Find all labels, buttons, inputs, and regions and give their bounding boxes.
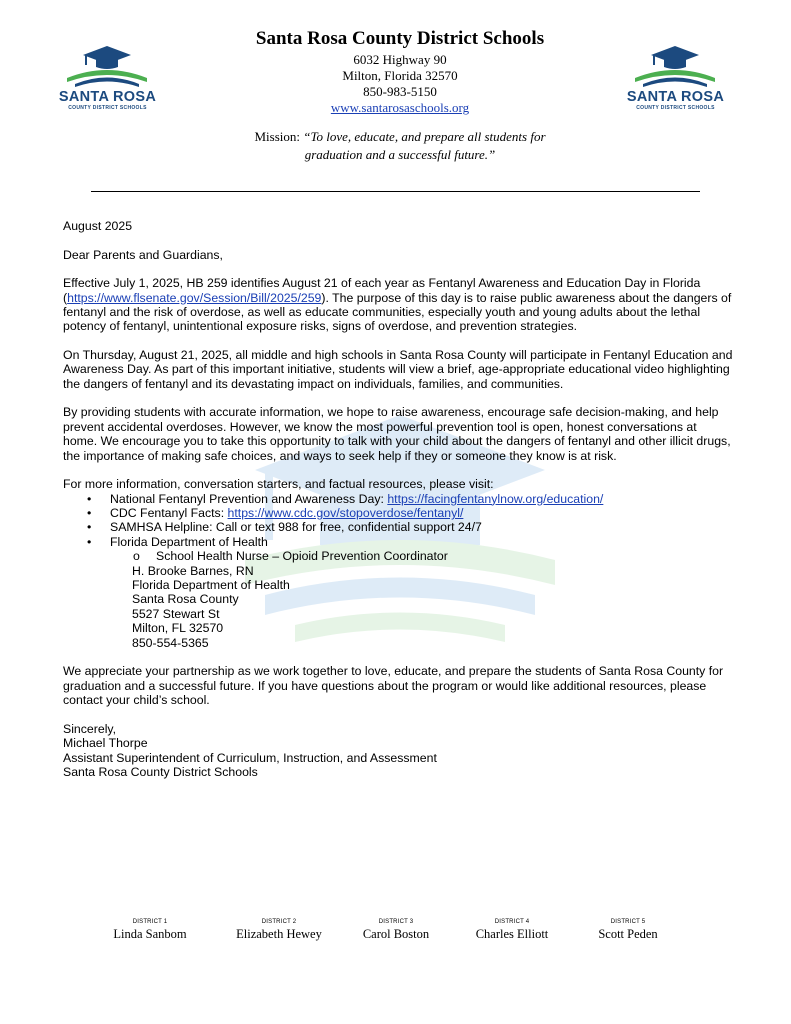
member-name: Linda Sanbom xyxy=(113,927,187,941)
logo-wordmark: SANTA ROSA xyxy=(626,89,725,105)
contact-line: Florida Department of Health xyxy=(132,578,290,593)
paragraph-prevention: By providing students with accurate information, we hope to raise awareness, encourage safe decision-making, and help prevent accidental overdoses. However, we know the most powerful prevention tool is open, honest conversations at home. We encourage you to take this opportunity to talk with your child about the dangers of fentanyl and other illicit drugs, the importance of making safe choices, and ways to seek help if they or someone they know is at risk. xyxy=(63,405,731,463)
board-member xyxy=(573,918,683,941)
list-item: • SAMHSA Helpline: Call or text 988 for free, confidential support 24/7 xyxy=(63,520,733,534)
district-label: DISTRICT 1 xyxy=(132,919,168,925)
list-item: • Florida Department of Health xyxy=(63,535,733,549)
district-label: DISTRICT 2 xyxy=(261,919,297,925)
district-label: DISTRICT 4 xyxy=(494,919,530,925)
letterhead-address-line2: Milton, Florida 32570 xyxy=(342,68,458,83)
signer-name: Michael Thorpe xyxy=(63,736,148,751)
letter-salutation: Dear Parents and Guardians, xyxy=(63,247,223,262)
header-divider xyxy=(91,191,700,192)
flsenate-link[interactable]: https://www.flsenate.gov/Session/Bill/2025/259 xyxy=(67,290,322,305)
mission-statement xyxy=(200,128,600,164)
contact-line: Milton, FL 32570 xyxy=(132,621,224,636)
graduation-cap-logo-icon xyxy=(613,44,738,90)
cdc-link[interactable]: https://www.cdc.gov/stopoverdose/fentanyl/ xyxy=(227,506,464,521)
signer-org: Santa Rosa County District Schools xyxy=(63,764,258,779)
mission-line-2: graduation and a successful future.” xyxy=(304,147,496,162)
contact-line: 5527 Stewart St xyxy=(132,606,220,621)
letterhead-title: Santa Rosa County District Schools xyxy=(255,28,545,49)
logo-wordmark: SANTA ROSA xyxy=(58,89,157,105)
facingfentanyl-link[interactable]: https://facingfentanylnow.org/education/ xyxy=(387,491,604,506)
letterhead xyxy=(200,27,600,116)
sub-list-item: o School Health Nurse – Opioid Prevention Coordinator xyxy=(133,549,448,564)
resources-list xyxy=(63,492,733,550)
contact-line: 850-554-5365 xyxy=(132,635,209,650)
list-item: • National Fentanyl Prevention and Awareness Day: https://facingfentanylnow.org/education/ xyxy=(63,492,733,506)
district-logo-right xyxy=(613,44,738,110)
board-member xyxy=(95,918,205,941)
mission-label: Mission: xyxy=(254,129,300,144)
paragraph-awareness-day: On Thursday, August 21, 2025, all middle and high schools in Santa Rosa County will participate in Fentanyl Education and Awareness Day. As part of this important initiative, students will view a brief, age-appropriate educational video highlighting the dangers of fentanyl and its devastating impact on individuals, families, and communities. xyxy=(63,348,733,391)
board-member xyxy=(457,918,567,941)
member-name: Charles Elliott xyxy=(475,927,549,941)
board-member xyxy=(224,918,334,941)
member-name: Carol Boston xyxy=(362,927,430,941)
contact-line: Santa Rosa County xyxy=(132,592,239,607)
letter-body xyxy=(63,219,733,779)
list-item: • CDC Fentanyl Facts: https://www.cdc.gov/stopoverdose/fentanyl/ xyxy=(63,506,733,520)
resources-section xyxy=(63,477,733,650)
signer-title: Assistant Superintendent of Curriculum, Instruction, and Assessment xyxy=(63,750,437,765)
district-logo-left xyxy=(45,44,170,110)
member-name: Elizabeth Hewey xyxy=(236,927,322,941)
district-label: DISTRICT 5 xyxy=(610,919,646,925)
signature-block xyxy=(63,722,733,780)
graduation-cap-logo-icon xyxy=(45,44,170,90)
letterhead-phone: 850-983-5150 xyxy=(363,84,437,99)
paragraph-hb259: Effective July 1, 2025, HB 259 identifies August 21 of each year as Fentanyl Awareness and Education Day in Florida (https://www.flsenate.gov/Session/Bill/2025/259). The purpose of this day is to raise public awareness about the dangers of fentanyl and the risk of overdose, as well as educate communities, especially youth and young adults about the lethal potency of fentanyl, unintentional exposure risks, signs of overdose, and prevention strategies. xyxy=(63,276,732,334)
logo-subtitle: COUNTY DISTRICT SCHOOLS xyxy=(636,105,715,111)
board-members-footer xyxy=(95,918,695,948)
member-name: Scott Peden xyxy=(598,927,658,941)
letterhead-address-line1: 6032 Highway 90 xyxy=(353,52,447,67)
resources-intro: For more information, conversation starters, and factual resources, please visit: xyxy=(63,477,494,492)
district-label: DISTRICT 3 xyxy=(378,919,414,925)
logo-subtitle: COUNTY DISTRICT SCHOOLS xyxy=(68,105,147,111)
contact-line: H. Brooke Barnes, RN xyxy=(132,563,254,578)
contact-block xyxy=(63,564,733,650)
paragraph-closing: We appreciate your partnership as we work together to love, educate, and prepare the students of Santa Rosa County for graduation and a successful future. If you have questions about the program or would like additional resources, please contact your child’s school. xyxy=(63,664,724,708)
letter-date: August 2025 xyxy=(63,219,133,233)
mission-line-1: “To love, educate, and prepare all students for xyxy=(303,129,546,144)
signoff: Sincerely, xyxy=(63,721,117,736)
sub-bullet-marker: o xyxy=(133,549,140,564)
board-member xyxy=(341,918,451,941)
website-link[interactable]: www.santarosaschools.org xyxy=(330,100,470,115)
